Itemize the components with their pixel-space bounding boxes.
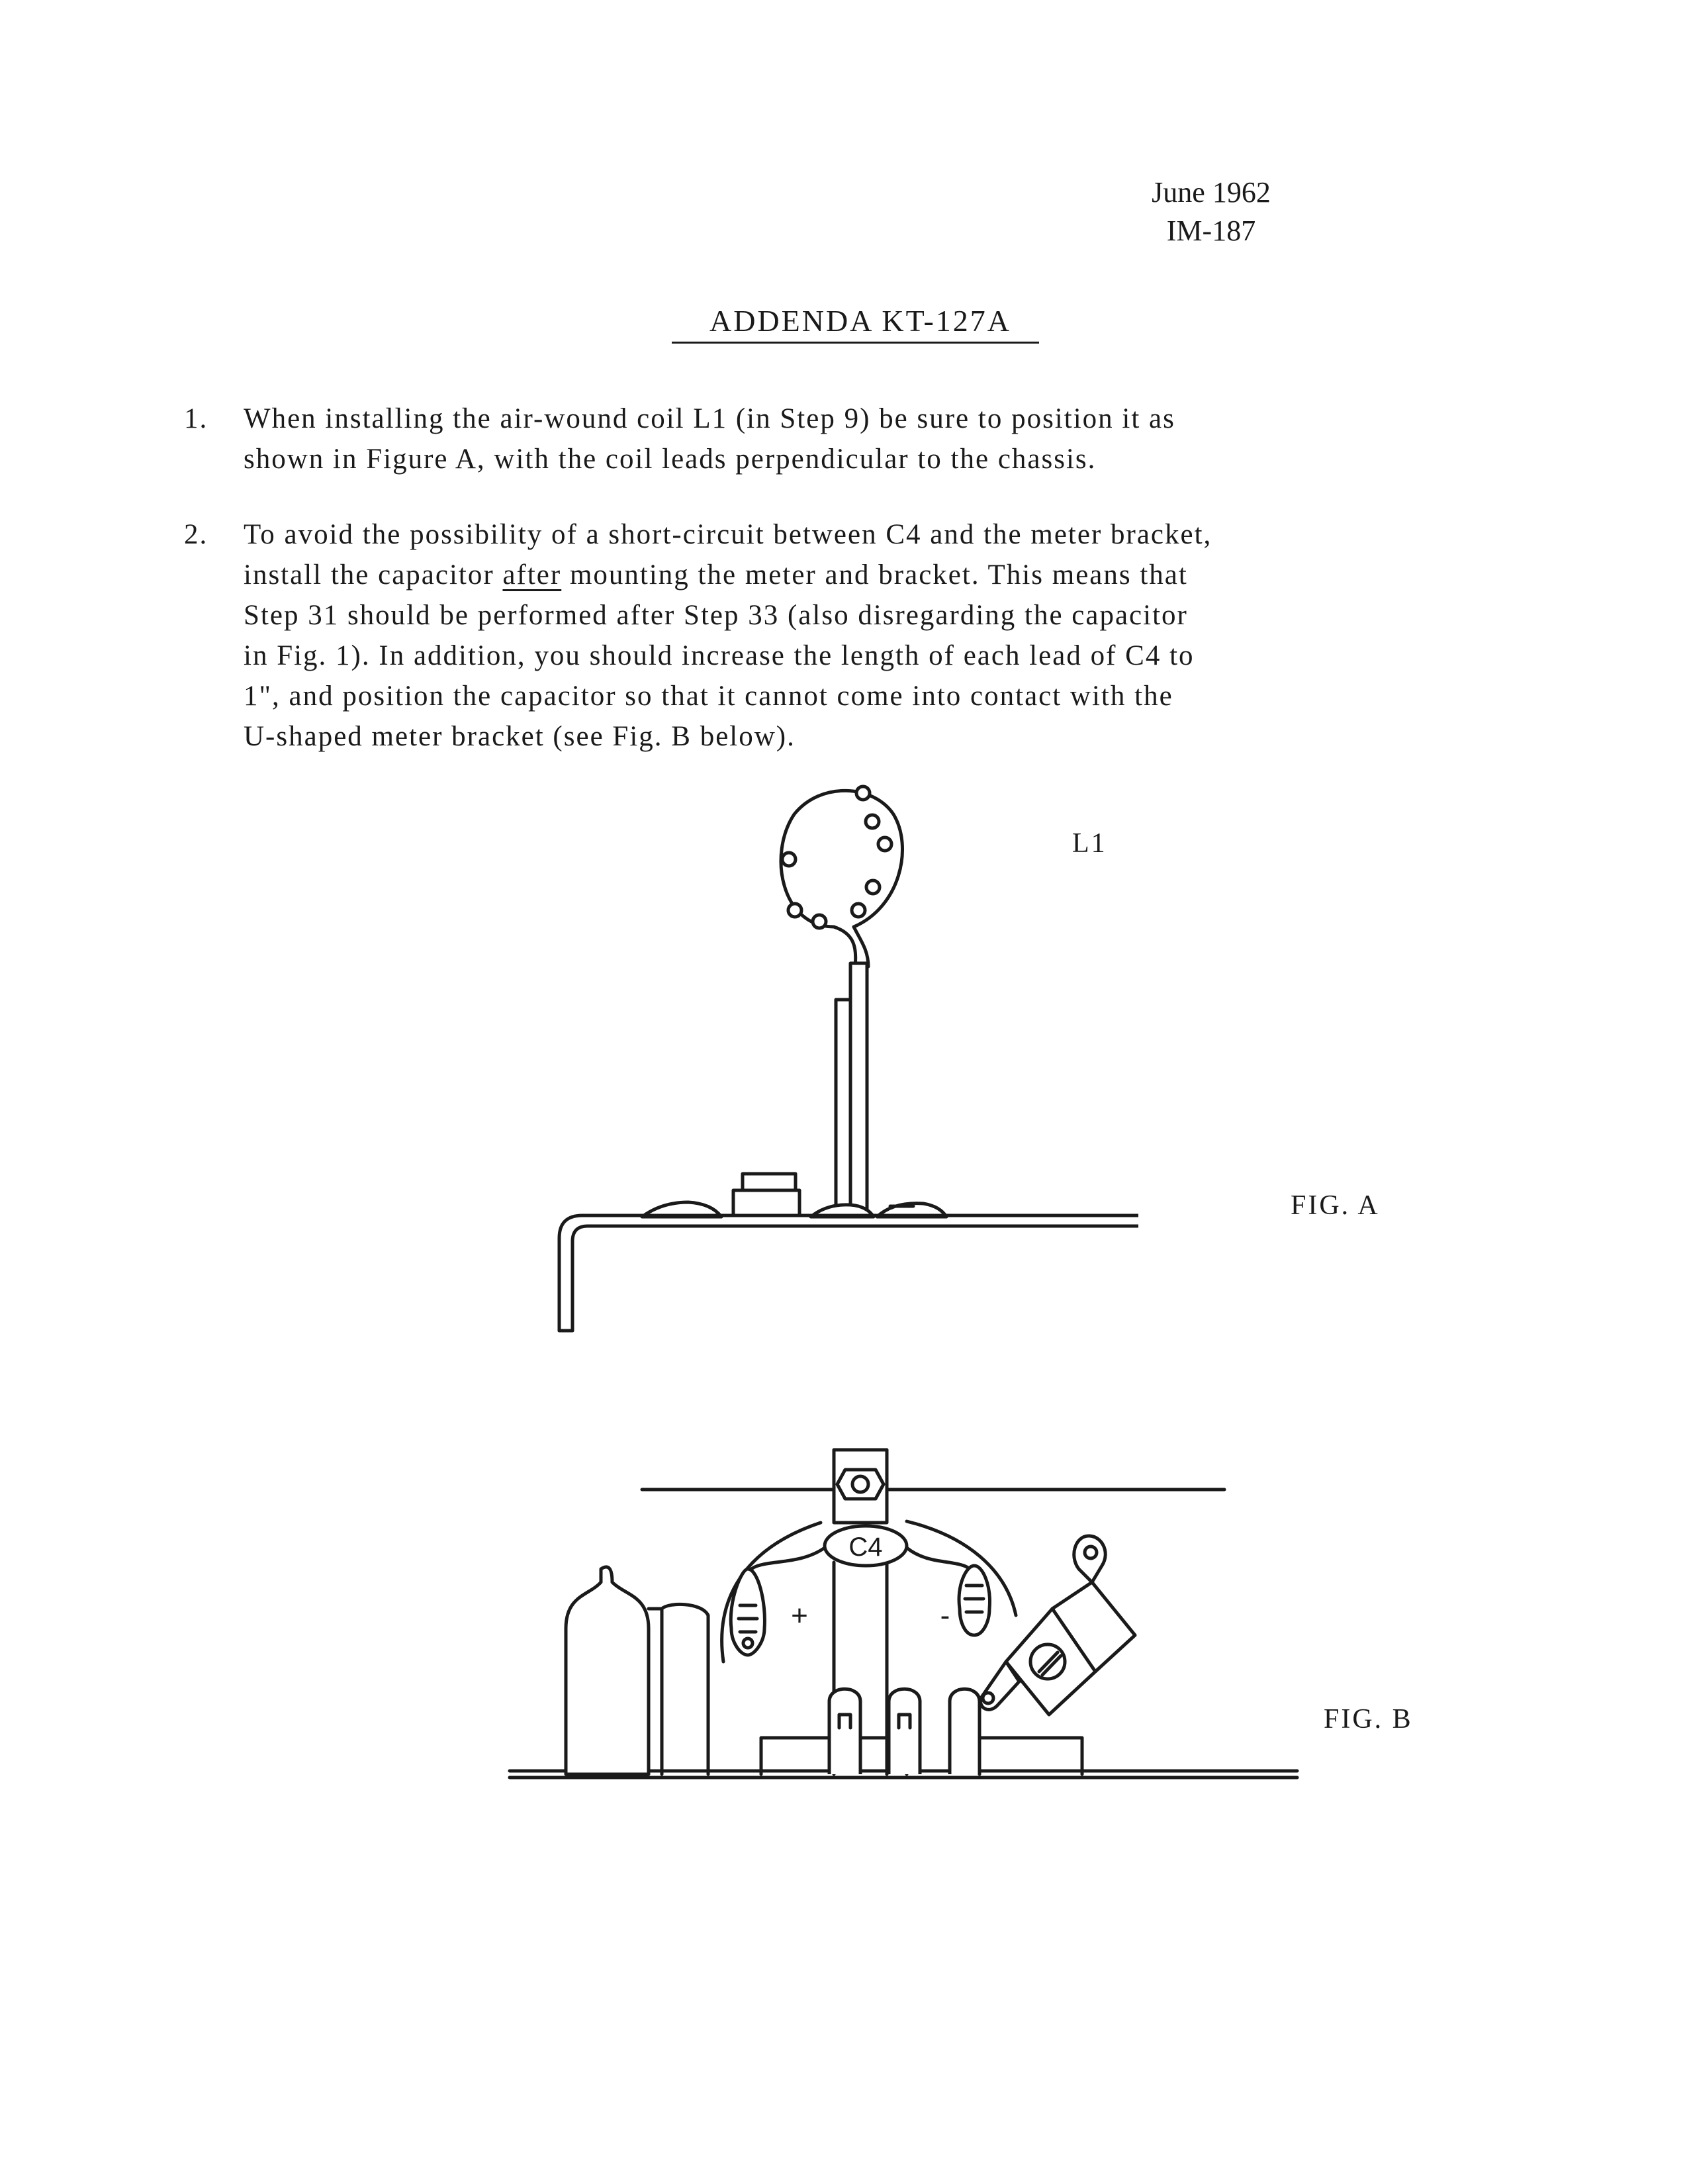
meter-outline — [642, 1490, 1224, 1662]
addenda-item-2 — [184, 514, 1574, 766]
chassis-bracket — [559, 1215, 1138, 1331]
item-text-segment: mounting the meter and bracket. This means that — [561, 559, 1188, 591]
item-text-line: To avoid the possibility of a short-circuit between C4 and the meter bracket, — [244, 519, 1212, 550]
item-text-segment: install the capacitor — [244, 559, 503, 591]
title-underline — [672, 342, 1039, 344]
document-date: June 1962 — [1152, 176, 1271, 209]
figure-b-drawing — [503, 1443, 1310, 1807]
minus-sign: - — [940, 1599, 950, 1632]
item-text-line — [244, 555, 1534, 595]
item-text-line: shown in Figure A, with the coil leads perpendicular to the chassis. — [244, 444, 1097, 475]
item-number: 1. — [184, 403, 208, 434]
tube-illustration — [566, 1567, 708, 1774]
item-number: 2. — [184, 519, 208, 550]
figure-b-label: FIG. B — [1324, 1704, 1413, 1734]
addenda-item-1 — [184, 399, 1574, 485]
item-text-line: 1", and position the capacitor so that it cannot come into contact with the — [244, 681, 1173, 712]
document-number: IM-187 — [1166, 214, 1256, 247]
right-terminal-lug — [959, 1566, 989, 1635]
figure-a-label: FIG. A — [1291, 1190, 1380, 1221]
coil-label-l1: L1 — [1072, 828, 1107, 859]
c4-label: C4 — [848, 1533, 883, 1562]
item-text-line: in Fig. 1). In addition, you should increase the length of each lead of C4 to — [244, 640, 1195, 671]
emphasized-word: after — [502, 559, 562, 591]
item-text-line: Step 31 should be performed after Step 33 (also disregarding the capacitor — [244, 600, 1188, 631]
item-text-line: When installing the air-wound coil L1 (in Step 9) be sure to position it as — [244, 403, 1175, 434]
terminal-strip-illustration — [836, 963, 867, 1213]
item-text-line: U-shaped meter bracket (see Fig. B below). — [244, 721, 796, 752]
chassis-components — [642, 1174, 946, 1217]
coil-l1-illustration — [781, 786, 903, 967]
figure-a-drawing — [543, 775, 1138, 1337]
plus-sign: + — [791, 1599, 808, 1632]
lower-tabs — [761, 1689, 1082, 1774]
page-title: ADDENDA KT-127A — [709, 304, 1011, 338]
switch-illustration — [980, 1536, 1135, 1715]
